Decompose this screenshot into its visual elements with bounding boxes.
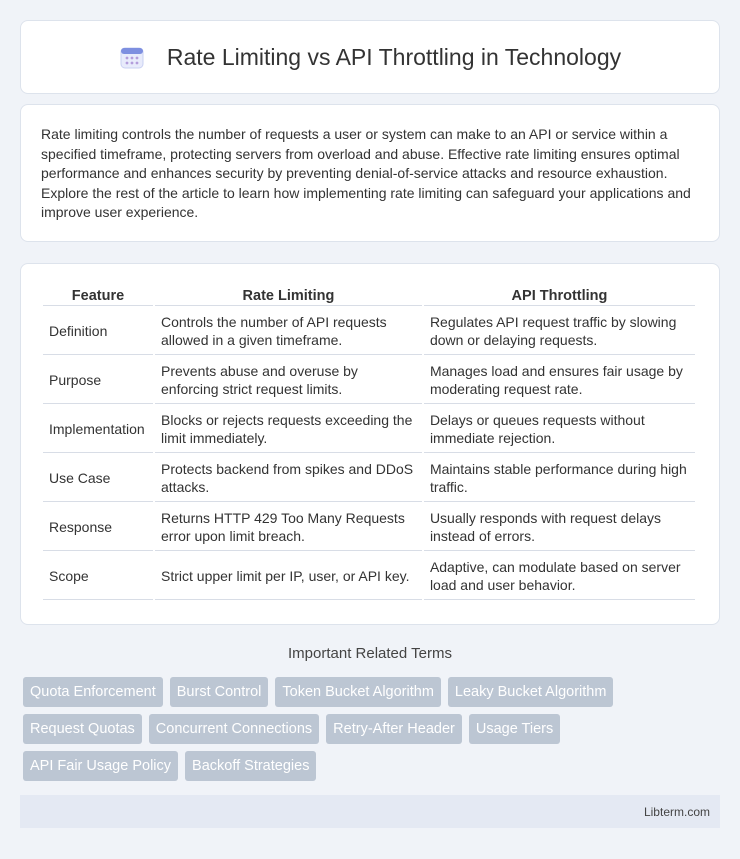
feature-cell: Use Case xyxy=(43,455,153,502)
tag-api-fair-usage-policy[interactable]: API Fair Usage Policy xyxy=(23,751,178,781)
tag-backoff-strategies[interactable]: Backoff Strategies xyxy=(185,751,316,781)
tag-usage-tiers[interactable]: Usage Tiers xyxy=(469,714,560,744)
title-card xyxy=(20,20,720,94)
table-header-row xyxy=(43,286,695,306)
related-terms-list xyxy=(23,677,723,788)
table-row xyxy=(43,308,695,355)
table-row xyxy=(43,406,695,453)
tag-quota-enforcement[interactable]: Quota Enforcement xyxy=(23,677,163,707)
related-terms-title: Important Related Terms xyxy=(288,645,452,662)
table-row xyxy=(43,455,695,502)
rate-limiting-cell: Protects backend from spikes and DDoS attacks. xyxy=(155,455,422,502)
feature-cell: Implementation xyxy=(43,406,153,453)
comparison-table-card xyxy=(20,263,720,625)
feature-cell: Response xyxy=(43,504,153,551)
api-throttling-cell: Regulates API request traffic by slowing down or delaying requests. xyxy=(424,308,695,355)
api-throttling-cell: Maintains stable performance during high traffic. xyxy=(424,455,695,502)
api-throttling-cell: Usually responds with request delays instead of errors. xyxy=(424,504,695,551)
column-header-feature: Feature xyxy=(43,286,153,306)
tag-concurrent-connections[interactable]: Concurrent Connections xyxy=(149,714,319,744)
rate-limiting-cell: Strict upper limit per IP, user, or API key. xyxy=(155,553,422,600)
feature-cell: Purpose xyxy=(43,357,153,404)
rate-limiting-cell: Returns HTTP 429 Too Many Requests error upon limit breach. xyxy=(155,504,422,551)
footer-site-link[interactable]: Libterm.com xyxy=(643,804,710,819)
intro-text: Rate limiting controls the number of requests a user or system can make to an API or service within a specified timeframe, protecting servers from overload and abuse. Effective rate limiting ensures optimal performance and enhances security by preventing denial-of-service attacks and resource exhaustion. Explore the rest of the article to learn how implementing rate limiting can safeguard your applications and improve user experience. xyxy=(41,126,691,221)
column-header-api-throttling: API Throttling xyxy=(424,286,695,306)
feature-cell: Scope xyxy=(43,553,153,600)
footer xyxy=(20,795,720,828)
feature-cell: Definition xyxy=(43,308,153,355)
api-throttling-cell: Manages load and ensures fair usage by moderating request rate. xyxy=(424,357,695,404)
calendar-icon xyxy=(119,44,145,70)
comparison-table xyxy=(41,284,697,602)
rate-limiting-cell: Blocks or rejects requests exceeding the limit immediately. xyxy=(155,406,422,453)
page-title: Rate Limiting vs API Throttling in Technology xyxy=(166,43,622,70)
rate-limiting-cell: Controls the number of API requests allowed in a given timeframe. xyxy=(155,308,422,355)
api-throttling-cell: Delays or queues requests without immediate rejection. xyxy=(424,406,695,453)
table-row xyxy=(43,357,695,404)
tag-burst-control[interactable]: Burst Control xyxy=(170,677,269,707)
tag-token-bucket-algorithm[interactable]: Token Bucket Algorithm xyxy=(275,677,441,707)
tag-request-quotas[interactable]: Request Quotas xyxy=(23,714,142,744)
rate-limiting-cell: Prevents abuse and overuse by enforcing strict request limits. xyxy=(155,357,422,404)
column-header-rate-limiting: Rate Limiting xyxy=(155,286,422,306)
table-row xyxy=(43,504,695,551)
table-row xyxy=(43,553,695,600)
intro-card xyxy=(20,104,720,242)
tag-leaky-bucket-algorithm[interactable]: Leaky Bucket Algorithm xyxy=(448,677,614,707)
api-throttling-cell: Adaptive, can modulate based on server load and user behavior. xyxy=(424,553,695,600)
tag-retry-after-header[interactable]: Retry-After Header xyxy=(326,714,462,744)
